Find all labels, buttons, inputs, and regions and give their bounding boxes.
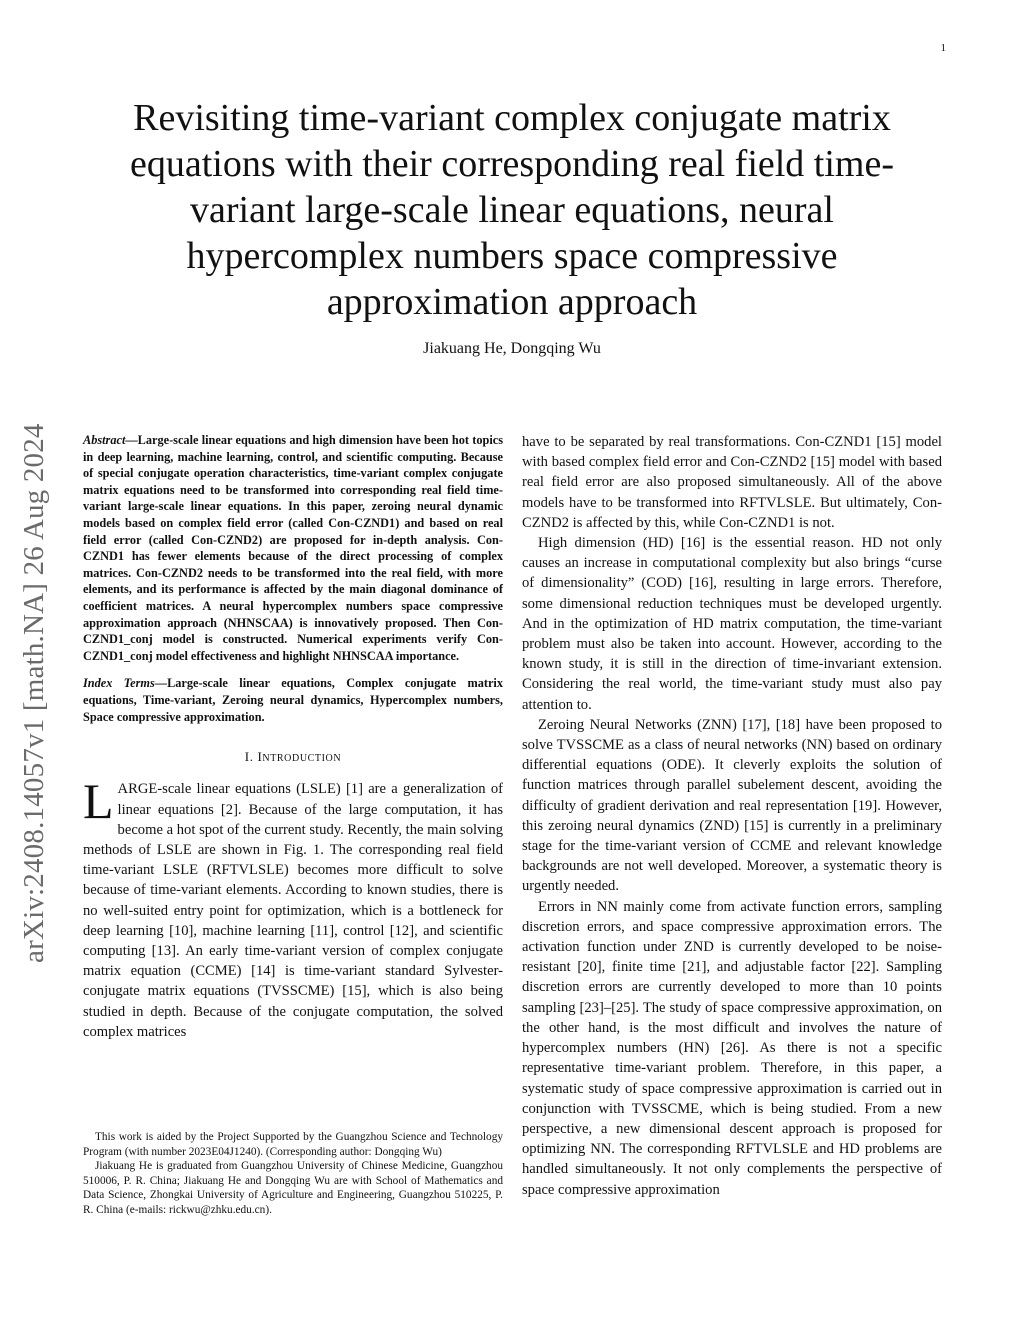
abstract-text: —Large-scale linear equations and high dimension have been hot topics in deep learning, machine learning, control, and scientific computing. Because of special conjugate operation characteristics, time-variant complex conjugate matrix equations need to be transformed into corresponding real field time-variant large-scale linear equations. In this paper, zeroing neural dynamic models based on complex field error (called Con-CZND1) and based on real field error (called Con-CZND2) are proposed for in-depth analysis. Con-CZND1 has fewer elements because of the direct processing of complex matrices. Con-CZND2 needs to be transformed into the real field, with more elements, and its performance is affected by the main diagonal dominance of coefficient matrices. A neural hypercomplex numbers space compressive approximation approach (NHNSCAA) is innovatively proposed. Then Con-CZND1_conj model is constructed. Numerical experiments verify Con-CZND1_conj model effectiveness and highlight NHNSCAA importance. [83,433,503,663]
index-terms-text: —Large-scale linear equations, Complex conjugate matrix equations, Time-variant, Zeroing neural dynamics, Hypercomplex numbers, Space compressive approximation. [83,676,503,724]
paper-title: Revisiting time-variant complex conjugate matrix equations with their corresponding real field time-variant large-scale linear equations, neural hypercomplex numbers space compressive approximation approach [130,97,894,323]
arxiv-identifier-stamp: arXiv:2408.14057v1 [math.NA] 26 Aug 2024 [18,423,50,963]
right-paragraph-2: High dimension (HD) [16] is the essential reason. HD not only causes an increase in computational complexity but also brings “curse of dimensionality” (COD) [16], resulting in large errors. Therefore, some dimensional reduction techniques must be developed urgently. And in the optimization of HD matrix computation, the time-variant problem must also be taken into account. However, according to the known study, it is still in the direction of time-invariant extension. Considering the real world, the time-variant study must also pay attention to. [522,535,942,713]
dropcap-letter: L [83,773,114,830]
index-terms [83,675,503,725]
abstract [83,432,503,664]
right-paragraph-1: have to be separated by real transformations. Con-CZND1 [15] model with based complex field error and Con-CZND2 [15] model with based real field error are also proposed simultaneously. All of the above models have to be transformed into RFTVLSLE. But ultimately, Con-CZND2 is affected by this, while Con-CZND1 is not. [522,434,942,531]
intro-paragraph-1 [83,773,503,1042]
right-paragraph-4: Errors in NN mainly come from activate function errors, sampling discretion errors, and space compressive approximation errors. The activation function under ZND is currently developed to be noise-resistant [20], finite time [21], and adjustable factor [22]. Sampling discretion errors are currently developed to more than 10 points sampling [23]–[25]. The study of space compressive approximation, on the other hand, is the most difficult and involves the nature of hypercomplex numbers (HN) [26]. As there is not a specific representative time-variant problem. Therefore, in this paper, a systematic study of space compressive approximation is carried out in conjunction with TVSSCME, which is being studied. From a new perspective, a new dimensional descent approach is proposed for optimizing NN. The corresponding RFTVLSLE and HD problems are handled simultaneously. It not only complements the perspective of space compressive approximation [522,898,942,1198]
right-column [522,432,942,1200]
footnote-affiliations: Jiakuang He is graduated from Guangzhou University of Chinese Medicine, Guangzhou 510006, P. R. China; Jiakuang He and Dongqing Wu are with School of Mathematics and Data Science, Zhongkai University of Agriculture and Engineering, Guangzhou 510225, P. R. China (e-mails: rickwu@zhku.edu.cn). [83,1160,503,1216]
footnotes [83,1130,503,1218]
intro-paragraph-1-text: ARGE-scale linear equations (LSLE) [1] are a generalization of linear equations [2]. Because of the large computation, it has become a hot spot of the current study. Recently, the main solving methods of LSLE are shown in Fig. 1. The corresponding real field time-variant LSLE (RFTVLSLE) becomes more difficult to solve because of time-variant elements. According to known studies, there is no well-suited entry point for optimization, which is a bottleneck for deep learning [10], machine learning [11], control [12], and scientific computing [13]. An early time-variant version of complex conjugate matrix equation (CCME) [14] is time-variant standard Sylvester-conjugate matrix equations (TVSSCME) [15], which is also being studied in depth. Because of the conjugate computation, the solved complex matrices [83,781,503,1040]
abstract-label: Abstract [83,433,126,447]
left-column [83,432,503,1042]
author-list: Jiakuang He, Dongqing Wu [423,340,601,357]
index-terms-label: Index Terms [83,676,155,691]
page-number: 1 [940,42,946,54]
section-heading-introduction: I. INTRODUCTION [244,749,342,765]
right-paragraph-3: Zeroing Neural Networks (ZNN) [17], [18] have been proposed to solve TVSSCME as a class of neural networks (NN) based on ordinary differential equations (ODE). It cleverly exploits the solution of function matrices through parallel subelement descent, avoiding the difficulty of gradient derivation and real representation [19]. However, this zeroing neural dynamics (ZND) [15] is currently in a preliminary stage for the time-variant version of CCME and relevant knowledge backgrounds are not well developed. Moreover, a systematic theory is urgently needed. [522,716,942,895]
footnote-funding: This work is aided by the Project Supported by the Guangzhou Science and Technology Program (with number 2023E04J1240). (Corresponding author: Dongqing Wu) [83,1131,503,1158]
